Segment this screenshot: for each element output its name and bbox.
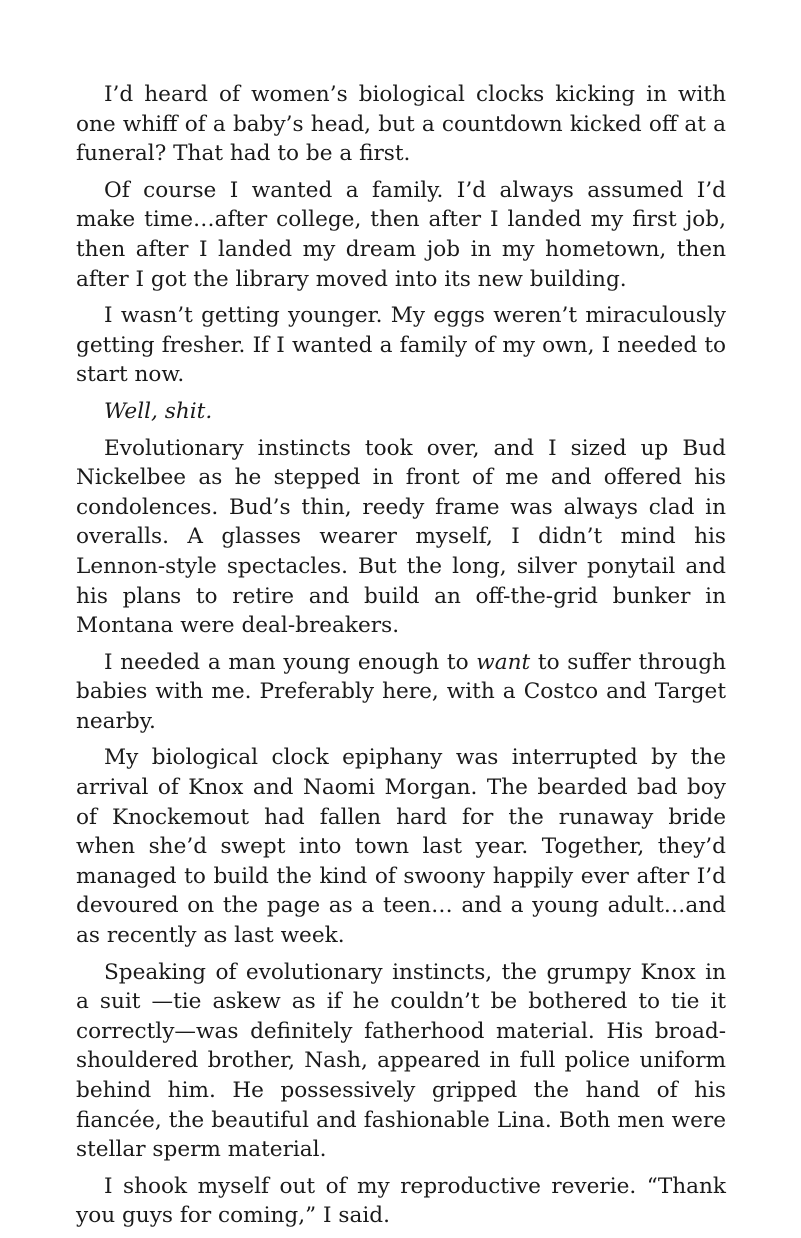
paragraph-6-emphasis: want xyxy=(476,649,531,675)
book-page xyxy=(76,80,726,1238)
paragraph-2: Of course I wanted a family. I’d always assumed I’d make time…after college, then after I landed my first job, then after I landed my dream job in my hometown, then after I got the library moved into its new building. xyxy=(76,177,726,292)
paragraph-8: Speaking of evolutionary instincts, the grumpy Knox in a suit —tie askew as if he couldn’t be bothered to tie it correctly—was definitely fatherhood material. His broad-shouldered brother, Nash, appeared in full police uniform behind him. He possessively gripped the hand of his fiancée, the beautiful and fashionable Lina. Both men were stellar sperm material. xyxy=(76,959,726,1163)
paragraph-6-before: I needed a man young enough to xyxy=(104,649,477,675)
paragraph-4-italic: Well, shit. xyxy=(104,398,213,424)
paragraph-6-after: to suffer through babies with me. Preferably here, with a Costco and Target nearby. xyxy=(76,649,726,734)
paragraph-3: I wasn’t getting younger. My eggs weren’t miraculously getting fresher. If I wanted a family of my own, I needed to start now. xyxy=(76,303,726,388)
paragraph-5: Evolutionary instincts took over, and I sized up Bud Nickelbee as he stepped in front of me and offered his condolences. Bud’s thin, reedy frame was always clad in overalls. A glasses wearer myself, I didn’t mind his Lennon-style spectacles. But the long, silver ponytail and his plans to retire and build an off-the-grid bunker in Montana were deal-breakers. xyxy=(76,435,726,639)
paragraph-9: I shook myself out of my reproductive reverie. “Thank you guys for coming,” I said. xyxy=(76,1173,726,1229)
paragraph-7: My biological clock epiphany was interrupted by the arrival of Knox and Naomi Morgan. The bearded bad boy of Knockemout had fallen hard for the runaway bride when she’d swept into town last year. Together, they’d managed to build the kind of swoony happily ever after I’d devoured on the page as a teen… and a young adult…and as recently as last week. xyxy=(76,745,726,949)
paragraph-1: I’d heard of women’s biological clocks kicking in with one whiff of a baby’s head, but a countdown kicked off at a funeral? That had to be a first. xyxy=(76,82,726,167)
paragraph-6 xyxy=(76,648,726,737)
